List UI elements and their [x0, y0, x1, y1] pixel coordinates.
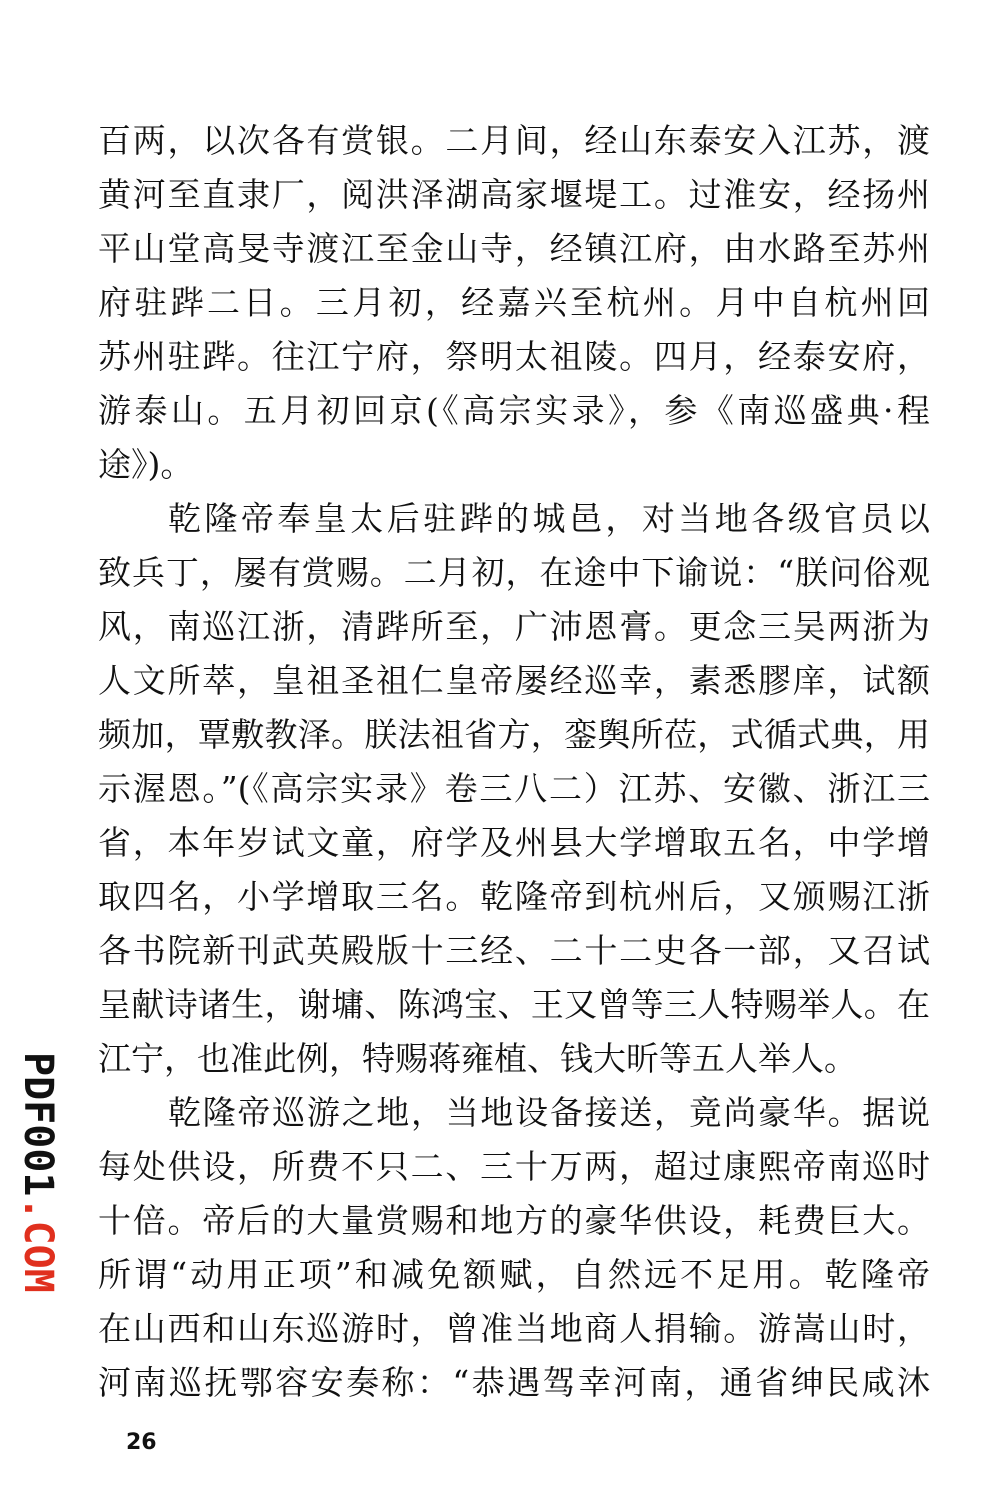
text-line: 风，南巡江浙，清跸所至，广沛恩膏。更念三吴两浙为 — [98, 607, 930, 646]
text-line: 府驻跸二日。三月初，经嘉兴至杭州。月中自杭州回 — [98, 283, 930, 322]
text-line: 平山堂高旻寺渡江至金山寺，经镇江府，由水路至苏州 — [98, 229, 930, 268]
text-line: 在山西和山东巡游时，曾准当地商人捐输。游嵩山时， — [98, 1309, 930, 1348]
text-line: 途》)。 — [98, 445, 194, 484]
text-line: 呈献诗诸生，谢墉、陈鸿宝、王又曾等三人特赐举人。在 — [98, 985, 930, 1024]
text-line: 苏州驻跸。往江宁府，祭明太祖陵。四月，经泰安府， — [98, 337, 930, 376]
text-line: 百两，以次各有赏银。二月间，经山东泰安入江苏，渡 — [98, 121, 930, 160]
body-text — [98, 114, 930, 1410]
text-line: 江宁，也准此例，特赐蒋雍植、钱大昕等五人举人。 — [98, 1039, 857, 1078]
text-line: 示渥恩。”(《高宗实录》卷三八二）江苏、安徽、浙江三 — [98, 769, 930, 808]
text-line: 游泰山。五月初回京(《高宗实录》，参《南巡盛典·程 — [98, 391, 930, 430]
watermark-main: PDF001 — [15, 1052, 61, 1197]
text-line: 各书院新刊武英殿版十三经、二十二史各一部，又召试 — [98, 931, 930, 970]
text-line: 人文所萃，皇祖圣祖仁皇帝屡经巡幸，素悉膠庠，试额 — [98, 661, 930, 700]
text-line: 每处供设，所费不只二、三十万两，超过康熙帝南巡时 — [98, 1147, 930, 1186]
text-line: 河南巡抚鄂容安奏称：“恭遇驾幸河南，通省绅民咸沐 — [98, 1363, 930, 1402]
watermark-domain: .COM — [15, 1196, 61, 1293]
watermark — [12, 1052, 62, 1302]
watermark-text — [14, 1052, 62, 1293]
text-line: 黄河至直隶厂，阅洪泽湖高家堰堤工。过淮安，经扬州 — [98, 175, 930, 214]
text-line: 所谓“动用正项”和减免额赋，自然远不足用。乾隆帝 — [98, 1255, 930, 1294]
text-line: 省，本年岁试文童，府学及州县大学增取五名，中学增 — [98, 823, 930, 862]
paragraph-start-line: 乾隆帝巡游之地，当地设备接送，竟尚豪华。据说 — [168, 1093, 930, 1132]
text-line: 十倍。帝后的大量赏赐和地方的豪华供设，耗费巨大。 — [98, 1201, 930, 1240]
paragraph-start-line: 乾隆帝奉皇太后驻跸的城邑，对当地各级官员以 — [168, 499, 930, 538]
text-line: 致兵丁，屡有赏赐。二月初，在途中下谕说：“朕问俗观 — [98, 553, 930, 592]
page-number: 26 — [126, 1430, 157, 1455]
text-line: 取四名，小学增取三名。乾隆帝到杭州后，又颁赐江浙 — [98, 877, 930, 916]
text-line: 频加，覃敷教泽。朕法祖省方，銮舆所莅，式循式典，用 — [98, 715, 930, 754]
